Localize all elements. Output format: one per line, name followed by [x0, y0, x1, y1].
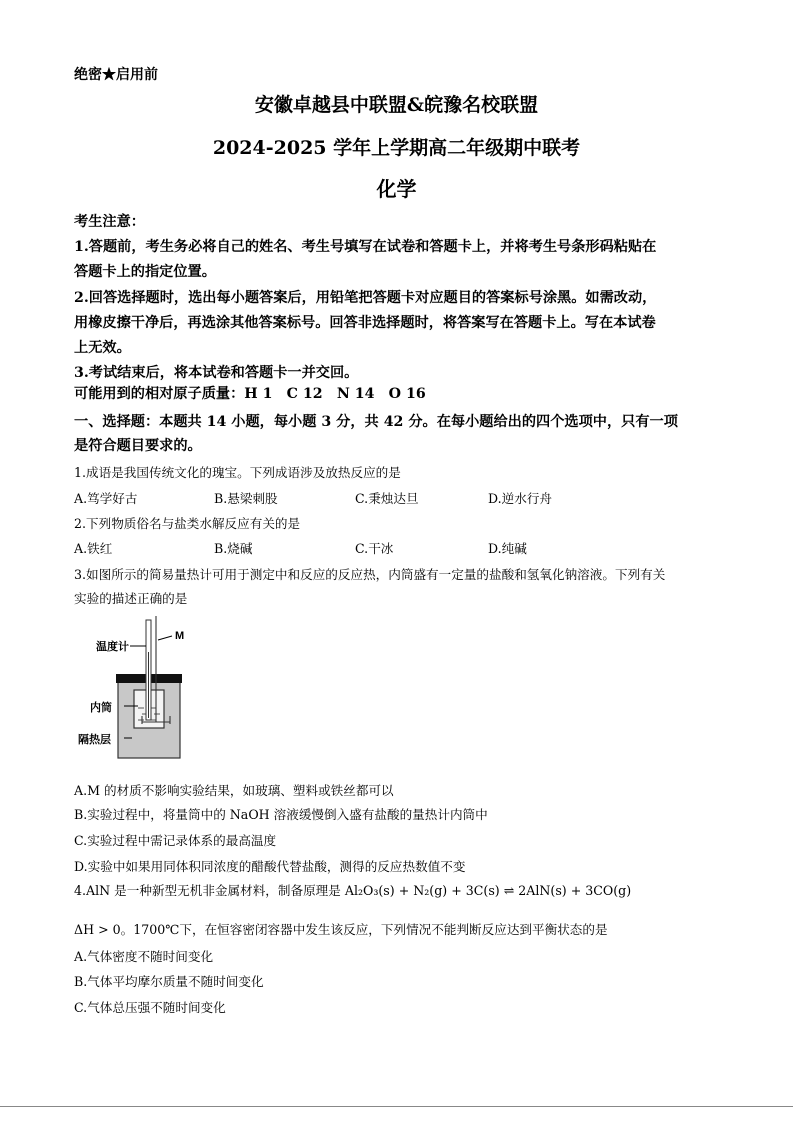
exam-subject: 化学 — [376, 177, 417, 201]
notice-item-2a: 2.回答选择题时，选出每小题答案后，用铅笔把答题卡对应题目的答案标号涂黑。如需改动， — [74, 290, 657, 306]
q1-option-b: B.悬梁刺股 — [214, 491, 278, 506]
label-thermometer: 温度计 — [96, 640, 129, 653]
notice-item-2b: 用橡皮擦干净后，再选涂其他答案标号。回答非选择题时，将答案写在答题卡上。写在本试卷 — [74, 315, 656, 331]
q2-option-c: C.干冰 — [355, 541, 394, 556]
exam-title-alliance: 安徽卓越县中联盟&皖豫名校联盟 — [254, 94, 539, 116]
notice-item-3: 3.考试结束后，将本试卷和答题卡一并交回。 — [74, 365, 359, 381]
q4-option-a: A.气体密度不随时间变化 — [74, 949, 214, 964]
secret-label: 绝密★启用前 — [74, 67, 158, 83]
q3-option-c: C.实验过程中需记录体系的最高温度 — [74, 833, 277, 848]
q2-option-a: A.铁红 — [74, 541, 113, 556]
q3-option-b: B.实验过程中，将量筒中的 NaOH 溶液缓慢倒入盛有盐酸的量热计内筒中 — [74, 807, 488, 822]
q4-stem-b: ΔH > 0。1700℃下，在恒容密闭容器中发生该反应，下列情况不能判断反应达到平衡状态的是 — [74, 922, 608, 937]
notice-item-2c: 上无效。 — [74, 340, 131, 356]
section1-heading-b: 是符合题目要求的。 — [74, 438, 202, 454]
page-bottom-rule — [0, 1106, 793, 1107]
exam-title-year: 2024-2025 学年上学期高二年级期中联考 — [212, 137, 581, 159]
q4-option-c: C.气体总压强不随时间变化 — [74, 1000, 226, 1015]
notice-item-1b: 答题卡上的指定位置。 — [74, 264, 216, 280]
q3-stem-b: 实验的描述正确的是 — [74, 591, 188, 606]
q2-stem: 2.下列物质俗名与盐类水解反应有关的是 — [74, 516, 301, 531]
q1-option-a: A.笃学好古 — [74, 491, 138, 506]
atomic-mass-line: 可能用到的相对原子质量：H 1 C 12 N 14 O 16 — [74, 386, 426, 402]
q4-stem-a: 4.AlN 是一种新型无机非金属材料，制备原理是 Al₂O₃(s) + N₂(g) + 3C(s) ⇌ 2AlN(s) + 3CO(g) — [74, 883, 632, 898]
label-insulation: 隔热层 — [78, 733, 111, 746]
label-inner-cup: 内筒 — [90, 701, 112, 714]
q1-stem: 1.成语是我国传统文化的瑰宝。下列成语涉及放热反应的是 — [74, 465, 401, 480]
q3-stem-a: 3.如图所示的简易量热计可用于测定中和反应的反应热，内筒盛有一定量的盐酸和氢氧化钠溶液。下列有关 — [74, 567, 666, 582]
label-m: M — [175, 630, 185, 642]
q3-option-d: D.实验中如果用同体积同浓度的醋酸代替盐酸，测得的反应热数值不变 — [74, 859, 466, 874]
q2-option-d: D.纯碱 — [488, 541, 527, 556]
q1-option-d: D.逆水行舟 — [488, 491, 553, 506]
q2-option-b: B.烧碱 — [214, 541, 253, 556]
notice-item-1a: 1.答题前，考生务必将自己的姓名、考生号填写在试卷和答题卡上，并将考生号条形码粘贴在 — [74, 239, 657, 255]
q1-option-c: C.秉烛达旦 — [355, 491, 419, 506]
notice-heading: 考生注意： — [74, 214, 145, 230]
section1-heading-a: 一、选择题：本题共 14 小题，每小题 3 分，共 42 分。在每小题给出的四个选项中，只有一项 — [74, 414, 678, 430]
q3-option-a: A.M 的材质不影响实验结果，如玻璃、塑料或铁丝都可以 — [74, 783, 394, 798]
q4-option-b: B.气体平均摩尔质量不随时间变化 — [74, 974, 264, 989]
